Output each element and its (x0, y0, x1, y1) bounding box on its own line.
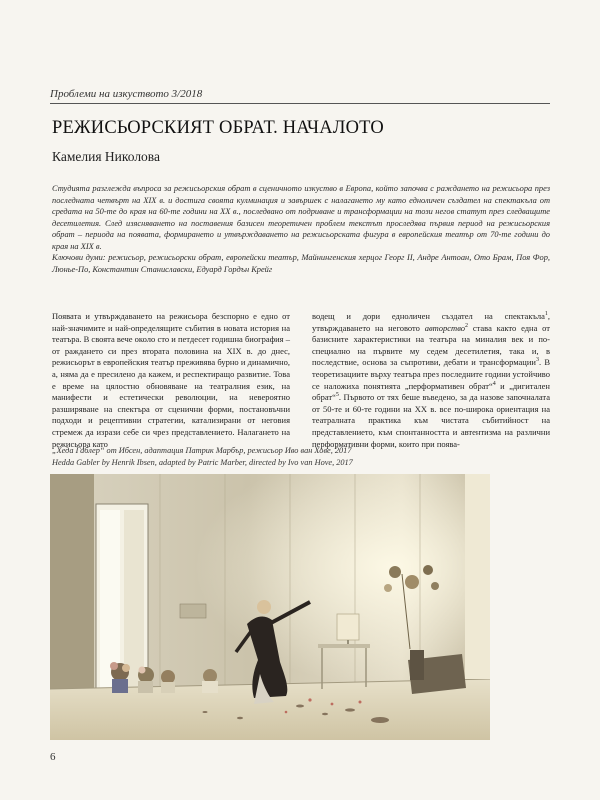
body-text-segment: и „дигитален обрат“ (312, 380, 550, 403)
keywords-text: Ключови думи: режисьор, режисьорски обрат, европейски театър, Майнингенския херцог Георг II, Андре Антоан, Ото Брам, Поя Фор, Люнье-По, Константин Станиславски, Едуард Гордън Крейг (52, 253, 550, 274)
body-text-segment: , утвърждаването на неговото (312, 311, 550, 333)
abstract-block (52, 183, 550, 275)
footnote-marker: 4 (492, 380, 496, 387)
abstract-text: Студията разглежда въпроса за режисьорския обрат в сценичното изкуство в Европа, който започва с раждането на режисьора през последната четвърт на XIX в. и достига своята кулминация и завършек с налагането му като едноличен създател на спектакъла от средата на 50-те до края на 60-те години на XX в., последвано от подриване и трансформации на този негов статут през следващите десетилетия. След изясняването на поставения базисен теоретичен проблем текстът проследява първия период на режисьорския обрат – периода на появата, формирането и утвърждаването на режисьорската фигура в европейския театър от 70-те години до края на XIX в. (52, 184, 550, 251)
body-columns (52, 311, 551, 449)
figure-caption-bg: „Хеда Габлер“ от Ибсен, адаптация Патрик Марбър, режисьор Иво ван Хове, 2017 (52, 446, 352, 455)
body-text-segment: . В теоретизациите върху театъра през последните години устойчиво се наложиха понятията „перформативен обрат“ (312, 357, 551, 391)
stage-photo-illustration (50, 474, 490, 740)
body-text-right (312, 311, 550, 450)
body-text-left: Появата и утвърждаването на режисьора безспорно е едно от най-значимите и най-определящите събития в новата история на театъра. В своята вече около сто и петдесет годишна биография – от раждането си през втората половина на XIX в. до днес, режисьорът в европейския театър преживява бурно и динамично, а, няма да е пресилено да кажем, и респектиращо развитие. Това е време на цялостно обновяване на театралния език, на манифести и естетически революции, на невероятно разширяване на спектъра от сценични форми, постановъчни подходи и рецептивни стратегии, катализирани от неговия стремеж да изрази себе си чрез представлението. Налагането на режисьора като (52, 311, 290, 449)
emphasis-term: авторство (424, 322, 466, 333)
figure-caption-en: Hedda Gabler by Henrik Ibsen, adapted by Patric Marber, directed by Ivo van Hove, 2017 (52, 458, 353, 467)
body-text-segment: става както една от базисните характеристики на театъра на миналия век и по-специално на първите му седем десетилетия, така и, в последствие, основа за съпротиви, дебати и трансформации (312, 322, 551, 368)
footnote-marker: 2 (465, 322, 469, 329)
footnote-marker: 3 (535, 357, 539, 364)
footnote-marker: 1 (544, 311, 548, 318)
page-number: 6 (50, 751, 56, 763)
body-column-right (312, 311, 551, 449)
article-author: Камелия Николова (52, 149, 160, 164)
body-column-left (52, 311, 290, 449)
article-title: РЕЖИСЬОРСКИЯТ ОБРАТ. НАЧАЛОТО (52, 118, 384, 138)
body-text-segment: . Първото от тях беше въведено, за да назове започналата от 50-те и 60-те години на XX в. все по-широка ориентация на театралната практика към чистата събитийност на представлението, към спонтанността и автентизма на различни перформативни форми, които при поява- (312, 392, 550, 449)
body-text-segment: водещ и дори едноличен създател на спектакъла (312, 311, 545, 321)
stage-photo (50, 474, 490, 740)
running-head: Проблеми на изкуството 3/2018 (50, 88, 550, 104)
footnote-marker: 5 (335, 392, 339, 399)
